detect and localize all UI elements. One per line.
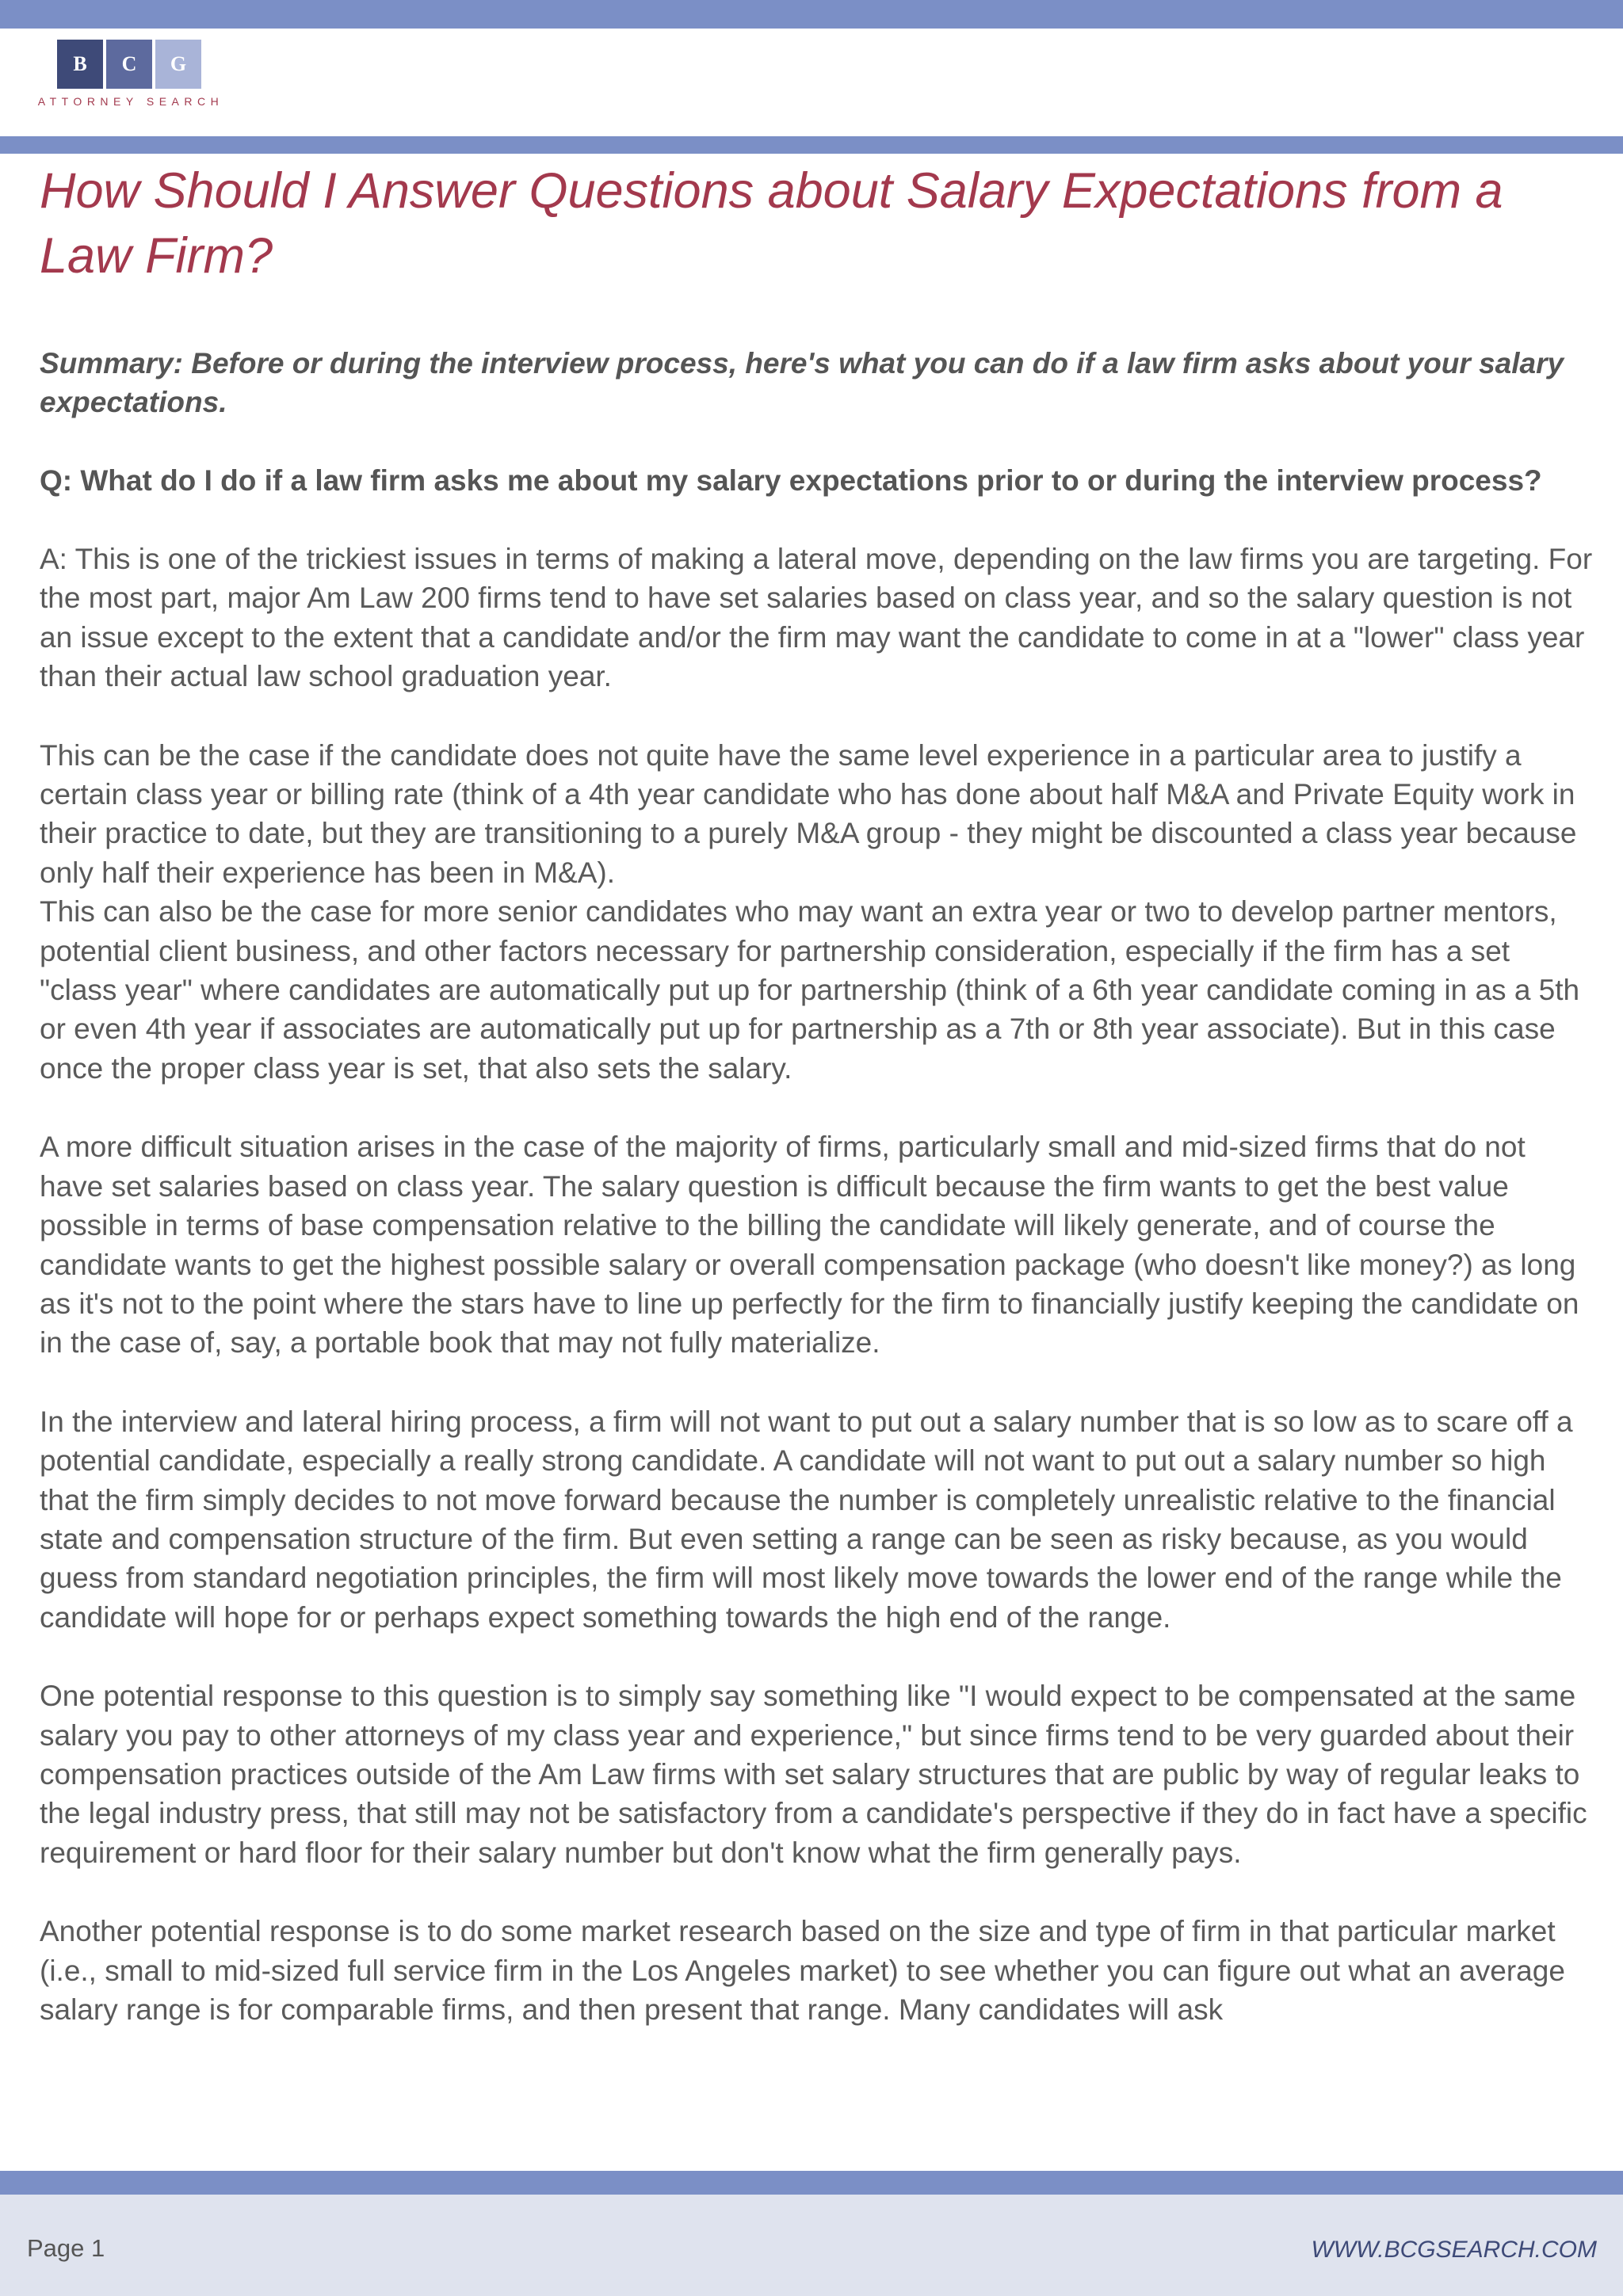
logo-blocks [57,40,201,89]
logo-letter-b: B [57,40,103,89]
logo-letter-g: G [155,40,201,89]
footer-accent-bar [0,2171,1623,2195]
article-paragraph: In the interview and lateral hiring process, a firm will not want to put out a salary number that is so low as to scare off a potential candidate, especially a really strong candidate. A candidate will not want to put out a salary number so high that the firm simply decides to not move forward because the number is completely unrealistic relative to the financial state and compensation structure of the firm. But even setting a range can be seen as risky because, as you would guess from standard negotiation principles, the firm will most likely move towards the lower end of the range while the candidate will hope for or perhaps expect something towards the high end of the range. [40,1405,1573,1634]
article-paragraph: A more difficult situation arises in the case of the majority of firms, particularly small and mid-sized firms that do not have set salaries based on class year. The salary question is difficult because the firm wants to get the best value possible in terms of base compensation relative to the billing the candidate will likely generate, and of course the candidate wants to get the highest possible salary or overall compensation package (who doesn't like money?) as long as it's not to the point where the stars have to line up perfectly for the firm to financially justify keeping the candidate on in the case of, say, a portable book that may not fully materialize. [40,1131,1579,1360]
article-paragraph: This can also be the case for more senior candidates who may want an extra year or two to develop partner mentors, potential client business, and other factors necessary for partnership consideration, especially if the firm has a set "class year" where candidates are automatically put up for partnership (think of a 6th year candidate coming in as a 5th or even 4th year if associates are automatically put up for partnership as a 7th or 8th year associate). But in this case once the proper class year is set, that also sets the salary. [40,895,1580,1085]
article-title: How Should I Answer Questions about Salary Expectations from a Law Firm? [40,163,1503,284]
article-question: Q: What do I do if a law firm asks me about my salary expectations prior to or during the interview process? [40,464,1542,497]
page-number: Page 1 [27,2234,105,2262]
article-paragraph: This can be the case if the candidate does not quite have the same level experience in a particular area to justify a certain class year or billing rate (think of a 4th year candidate who has done about half M&A and Private Equity work in their practice to date, but they are transitioning to a purely M&A group - they might be discounted a class year because only half their experience has been in M&A). [40,738,1577,889]
page-footer [0,2195,1623,2296]
article-paragraph: One potential response to this question is to simply say something like "I would expect to be compensated at the same salary you pay to other attorneys of my class year and experience," but since firms tend to be very guarded about their compensation practices outside of the Am Law firms with set salary structures that are public by way of regular leaks to the legal industry press, that still may not be satisfactory from a candidate's perspective if they do in fact have a specific requirement or hard floor for their salary number but don't know what the firm generally pays. [40,1680,1587,1869]
top-accent-bar [0,0,1623,29]
logo-letter-c: C [106,40,152,89]
article-body [40,155,1593,2029]
header-divider-bar [0,136,1623,154]
article-summary: Summary: Before or during the interview process, here's what you can do if a law firm asks about your salary expectations. [40,347,1564,418]
article-paragraph: A: This is one of the trickiest issues in terms of making a lateral move, depending on the law firms you are targeting. For the most part, major Am Law 200 firms tend to have set salaries based on class year, and so the salary question is not an issue except to the extent that a candidate and/or the firm may want the candidate to come in at a "lower" class year than their actual law school graduation year. [40,543,1593,693]
article-paragraph: Another potential response is to do some market research based on the size and type of firm in that particular market (i.e., small to mid-sized full service firm in the Los Angeles market) to see whether you can figure out what an average salary range is for comparable firms, and then present that range. Many candidates will ask [40,1915,1565,2026]
logo-tagline: ATTORNEY SEARCH [37,95,224,108]
bcg-logo[interactable] [27,40,235,113]
site-url-link[interactable]: WWW.BCGSEARCH.COM [1311,2237,1597,2263]
